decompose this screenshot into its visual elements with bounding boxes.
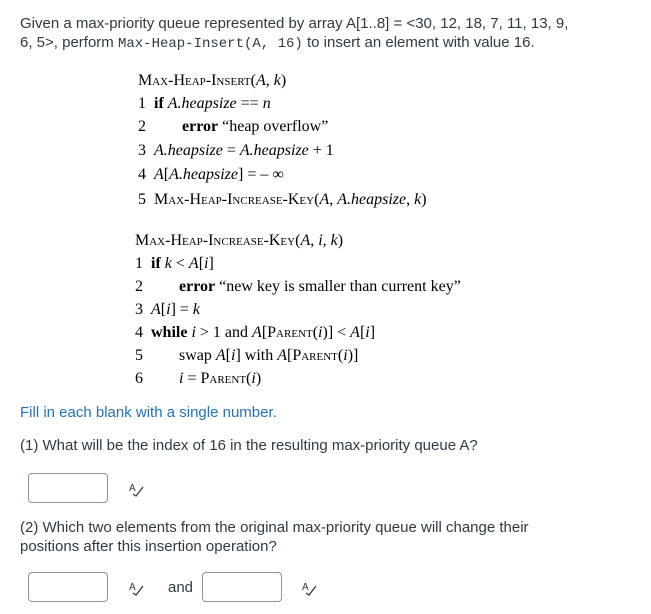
and-label: and <box>168 579 194 596</box>
line-number: 5 <box>138 191 146 208</box>
algo1-proc-name: Max-Heap-Insert <box>138 72 251 89</box>
answer-2b-input[interactable] <box>202 572 282 602</box>
algo1-line-2: 2 error “heap overflow” <box>138 118 329 135</box>
line-number: 5 <box>135 347 143 364</box>
algo1-line-4: 4 A[A.heapsize] = – ∞ <box>138 166 284 183</box>
line-number: 6 <box>135 370 143 387</box>
answer-2a-input[interactable] <box>28 572 108 602</box>
line-number: 4 <box>138 166 146 183</box>
algo1-arg-k: k <box>273 72 281 89</box>
line-number: 1 <box>135 255 143 272</box>
line-number: 2 <box>138 118 146 135</box>
answer-1-input[interactable] <box>28 473 108 503</box>
question-1-text: (1) What will be the index of 16 in the resulting max-priority queue A? <box>20 437 478 454</box>
instruction-text: Fill in each blank with a single number. <box>20 404 277 421</box>
algo2-line-3: 3 A[i] = k <box>135 301 201 318</box>
algo1-arg-a: A <box>255 72 266 89</box>
spellcheck-icon[interactable] <box>301 580 317 596</box>
algo1-line-1: 1 if A.heapsize == n <box>138 95 271 112</box>
line-number: 4 <box>135 324 143 341</box>
spellcheck-icon[interactable] <box>128 580 144 596</box>
algo2-title: Max-Heap-Increase-Key(A, i, k) <box>135 232 344 249</box>
spellcheck-icon[interactable] <box>128 481 144 497</box>
line-number: 3 <box>135 301 143 318</box>
algo2-line-1: 1 if k < A[i] <box>135 255 214 272</box>
algo1-line-5: 5 Max-Heap-Increase-Key(A, A.heapsize, k) <box>138 191 427 208</box>
intro-line-1: Given a max-priority queue represented by array A[1..8] = <30, 12, 18, 7, 11, 13, 9, <box>20 15 569 32</box>
line-number: 1 <box>138 95 146 112</box>
line-number: 3 <box>138 142 146 159</box>
question-2-line-2: positions after this insertion operation? <box>20 538 277 555</box>
algo2-proc-name: Max-Heap-Increase-Key <box>135 232 296 249</box>
question-2-line-1: (2) Which two elements from the original max-priority queue will change their <box>20 519 529 536</box>
algo1-title: Max-Heap-Insert(A, k) <box>138 72 287 89</box>
svg-text:A: A <box>302 582 309 593</box>
intro-text-tail: to insert an element with value 16. <box>302 34 535 51</box>
algo2-line-4: 4 while i > 1 and A[Parent(i)] < A[i] <box>135 324 376 341</box>
algo1-line-3: 3 A.heapsize = A.heapsize + 1 <box>138 142 334 159</box>
svg-text:A: A <box>129 582 136 593</box>
intro-text: 6, 5>, perform <box>20 34 118 51</box>
algo2-line-5: 5 swap A[i] with A[Parent(i)] <box>135 347 359 364</box>
svg-text:A: A <box>129 483 136 494</box>
intro-line-2 <box>20 33 535 54</box>
algo2-line-2: 2 error “new key is smaller than current key” <box>135 278 461 295</box>
algo2-line-6: 6 i = Parent(i) <box>135 370 262 387</box>
line-number: 2 <box>135 278 143 295</box>
intro-code: Max-Heap-Insert(A, 16) <box>117 36 303 52</box>
